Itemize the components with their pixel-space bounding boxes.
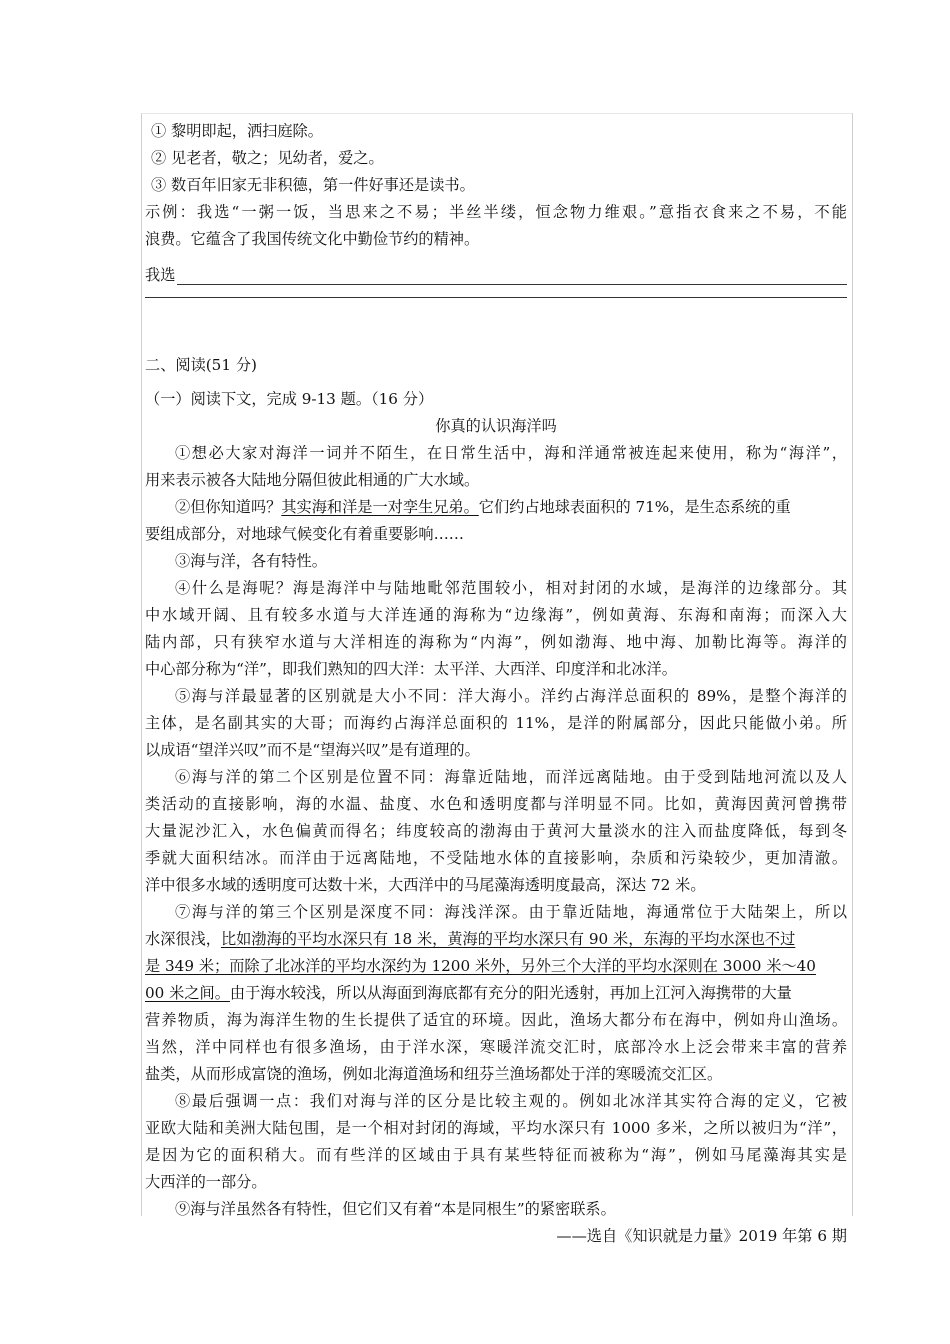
- source-citation: ——选自《知识就是力量》2019 年第 6 期: [556, 1227, 847, 1245]
- paragraph-5-line-3: 以成语“望洋兴叹”而不是“望海兴叹”是有道理的。: [145, 741, 480, 759]
- paragraph-6-line-5: 洋中很多水域的透明度可达数十米，大西洋中的马尾藻海透明度最高，深达 72 米。: [145, 876, 706, 894]
- answer-underline: [177, 284, 847, 285]
- option-1: ① 黎明即起，洒扫庭除。: [151, 122, 323, 140]
- paragraph-7-line-7: 盐类，从而形成富饶的渔场，例如北海道渔场和纽芬兰渔场都处于洋的寒暖流交汇区。: [145, 1065, 723, 1083]
- answer-label: 我选: [145, 266, 176, 284]
- paragraph-4-line-2: 中水域开阔、且有较多水道与大洋连通的海称为“边缘海”，例如黄海、东海和南海；而深入大: [145, 606, 847, 624]
- paragraph-9: ⑨海与洋虽然各有特性，但它们又有着“本是同根生”的紧密联系。: [175, 1200, 616, 1218]
- paragraph-6-line-4: 季就大面积结冰。而洋由于远离陆地，不受陆地水体的直接影响，杂质和污染较少，更加清澈。: [145, 849, 847, 867]
- subsection-title: （一）阅读下文，完成 9-13 题。（16 分）: [145, 390, 434, 408]
- paragraph-1-line-2: 用来表示被各大陆地分隔但彼此相通的广大水域。: [145, 471, 480, 489]
- paragraph-7-line-6: 当然，洋中同样也有很多渔场，由于洋水深，寒暖洋流交汇时，底部冷水上泛会带来丰富的营养: [145, 1038, 847, 1056]
- paragraph-6-line-2: 类活动的直接影响，海的水温、盐度、水色和透明度都与洋明显不同。比如，黄海因黄河曾携带: [145, 795, 847, 813]
- answer-field[interactable]: [145, 262, 847, 289]
- paragraph-4-line-1: ④什么是海呢？海是海洋中与陆地毗邻范围较小，相对封闭的水域，是海洋的边缘部分。其: [175, 579, 847, 597]
- paragraph-6-line-3: 大量泥沙汇入，水色偏黄而得名；纬度较高的渤海由于黄河大量淡水的注入而盐度降低，每到冬: [145, 822, 847, 840]
- paragraph-7-line-1: ⑦海与洋的第三个区别是深度不同：海浅洋深。由于靠近陆地，海通常位于大陆架上，所以: [175, 903, 847, 921]
- paragraph-8-line-1: ⑧最后强调一点：我们对海与洋的区分是比较主观的。例如北冰洋其实符合海的定义，它被: [175, 1092, 847, 1110]
- paragraph-3: ③海与洋，各有特性。: [175, 552, 327, 570]
- paragraph-8-line-2: 亚欧大陆和美洲大陆包围，是一个相对封闭的海域，平均水深只有 1000 多米，之所以被归为“洋”，: [145, 1119, 847, 1137]
- paragraph-6-line-1: ⑥海与洋的第二个区别是位置不同：海靠近陆地，而洋远离陆地。由于受到陆地河流以及人: [175, 768, 847, 786]
- paragraph-7-line-4: 00 米之间。由于海水较浅，所以从海面到海底都有充分的阳光透射，再加上江河入海携带的大量: [145, 984, 792, 1002]
- paragraph-2-line-1: ②但你知道吗？其实海和洋是一对孪生兄弟。它们约占地球表面积的 71%，是生态系统的重: [175, 498, 791, 516]
- article-title: 你真的认识海洋吗: [435, 417, 557, 435]
- exam-content: [145, 118, 847, 1250]
- example-line-2: 浪费。它蕴含了我国传统文化中勤俭节约的精神。: [145, 230, 480, 248]
- paragraph-8-line-4: 大西洋的一部分。: [145, 1173, 267, 1191]
- paragraph-8-line-3: 是因为它的面积稍大。而有些洋的区域由于具有某些特征而被称为“海”，例如马尾藻海其实是: [145, 1146, 847, 1164]
- paragraph-4-line-4: 中心部分称为“洋”，即我们熟知的四大洋：太平洋、大西洋、印度洋和北冰洋。: [145, 660, 677, 678]
- paragraph-7-line-2: 水深很浅，比如渤海的平均水深只有 18 米，黄海的平均水深只有 90 米，东海的平均水深也不过: [145, 930, 796, 948]
- option-2: ② 见老者，敬之；见幼者，爱之。: [151, 149, 384, 167]
- paragraph-4-line-3: 陆内部，只有狭窄水道与大洋相连的海称为“内海”，例如渤海、地中海、加勒比海等。海洋的: [145, 633, 847, 651]
- option-3: ③ 数百年旧家无非积德，第一件好事还是读书。: [151, 176, 475, 194]
- underlined-sentence: 其实海和洋是一对孪生兄弟。: [281, 498, 479, 516]
- paragraph-5-line-1: ⑤海与洋最显著的区别就是大小不同：洋大海小。洋约占海洋总面积的 89%，是整个海洋的: [175, 687, 847, 705]
- paragraph-5-line-2: 主体，是名副其实的大哥；而海约占海洋总面积的 11%，是洋的附属部分，因此只能做小弟。所: [145, 714, 847, 732]
- example-line-1: 示例：我选“一粥一饭，当思来之不易；半丝半缕，恒念物力维艰。”意指衣食来之不易，不能: [145, 203, 847, 221]
- section-title: 二、阅读(51 分): [145, 356, 257, 374]
- paragraph-7-line-3: 是 349 米；而除了北冰洋的平均水深约为 1200 米外，另外三个大洋的平均水深则在 3000 米～40: [145, 957, 816, 975]
- paragraph-2-line-2: 要组成部分，对地球气候变化有着重要影响……: [145, 525, 464, 543]
- underlined-depth-data: 比如渤海的平均水深只有 18 米，黄海的平均水深只有 90 米，东海的平均水深也不过: [220, 930, 796, 948]
- paragraph-1-line-1: ①想必大家对海洋一词并不陌生，在日常生活中，海和洋通常被连起来使用，称为“海洋”，: [175, 444, 847, 462]
- paragraph-7-line-5: 营养物质，海为海洋生物的生长提供了适宜的环境。因此，渔场大都分布在海中，例如舟山渔场。: [145, 1011, 847, 1029]
